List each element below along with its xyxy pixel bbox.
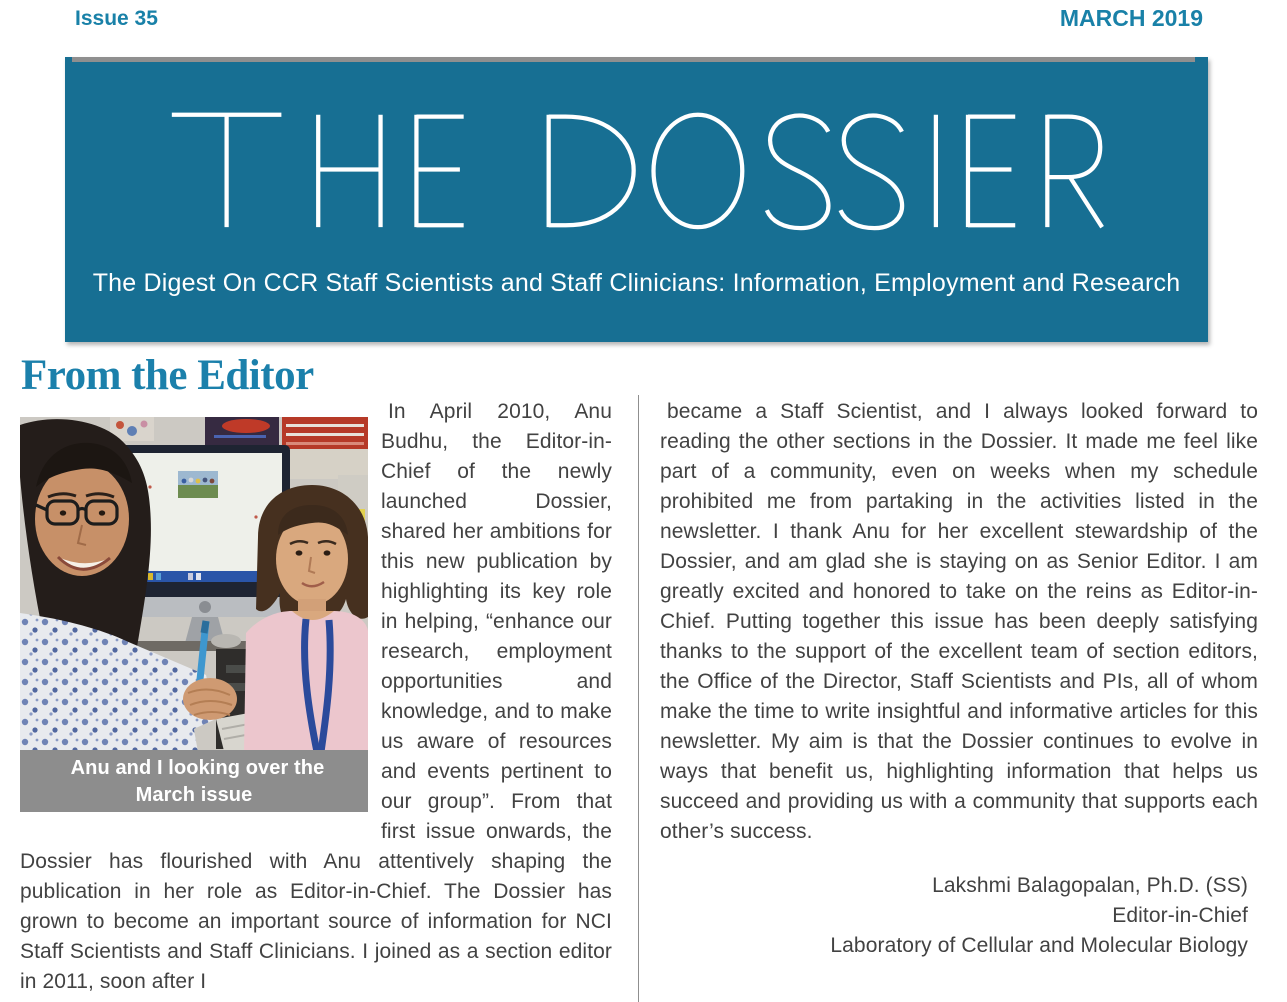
masthead-title-art (169, 107, 1104, 234)
section-heading: From the Editor (21, 352, 314, 399)
signature-name: Lakshmi Balagopalan, Ph.D. (SS) (932, 874, 1248, 897)
article-text-left: In April 2010, Anu Budhu, the Editor-in-Chief of the newly launched Dossier, shared her ambitions for this new publication by highlighting its key role in helping, “enhance our research, employment opportunities and knowledge, and to make us aware of resources and events pertinent to our group”. From that first issue onwards, the Dossier has flourished with Anu attentively shaping the publication in her role as Editor-in-Chief. The Dossier has grown to become an important source of information for NCI Staff Scientists and Staff Clinicians. I joined as a section editor in 2011, soon after I (20, 400, 612, 993)
issue-number: Issue 35 (75, 7, 158, 30)
article-paragraph-left (20, 397, 612, 997)
issue-date: MARCH 2019 (1059, 5, 1203, 31)
masthead-subtitle: The Digest On CCR Staff Scientists and Staff Clinicians: Information, Employment and Research (92, 269, 1181, 297)
article-column-left (20, 397, 612, 997)
masthead-banner (65, 57, 1208, 342)
photo-caption-line1: Anu and I looking over the (70, 757, 325, 779)
signature-title: Editor-in-Chief (1112, 904, 1248, 927)
article-paragraph-right (660, 397, 1258, 847)
apple-logo (199, 601, 211, 613)
photo-caption-line2: March issue (135, 784, 253, 806)
red-shelf (282, 417, 368, 451)
signature-lab: Laboratory of Cellular and Molecular Biology (830, 934, 1248, 957)
editor-photo (20, 417, 368, 812)
column-divider (638, 395, 639, 1002)
signature-block (660, 871, 1258, 961)
article-column-right (660, 397, 1258, 961)
article-text-right: became a Staff Scientist, and I always looked forward to reading the other sections in the Dossier. It made me feel like part of a community, even on weeks when my schedule prohibited me from partaking in the activities listed in the newsletter. I thank Anu for her excellent stewardship of the Dossier, and am glad she is staying on as Senior Editor. I am greatly excited and honored to take on the reins as Editor-in-Chief. Putting together this issue has been deeply satisfying thanks to the support of the excellent team of section editors, the Office of the Director, Staff Scientists and PIs, all of whom make the time to write insightful and informative articles for this newsletter. My aim is that the Dossier continues to evolve in ways that benefit us, highlighting information that helps us succeed and providing us with a community that supports each other’s success. (660, 400, 1258, 843)
wall-poster-center (205, 417, 279, 445)
photo-caption (20, 750, 368, 812)
